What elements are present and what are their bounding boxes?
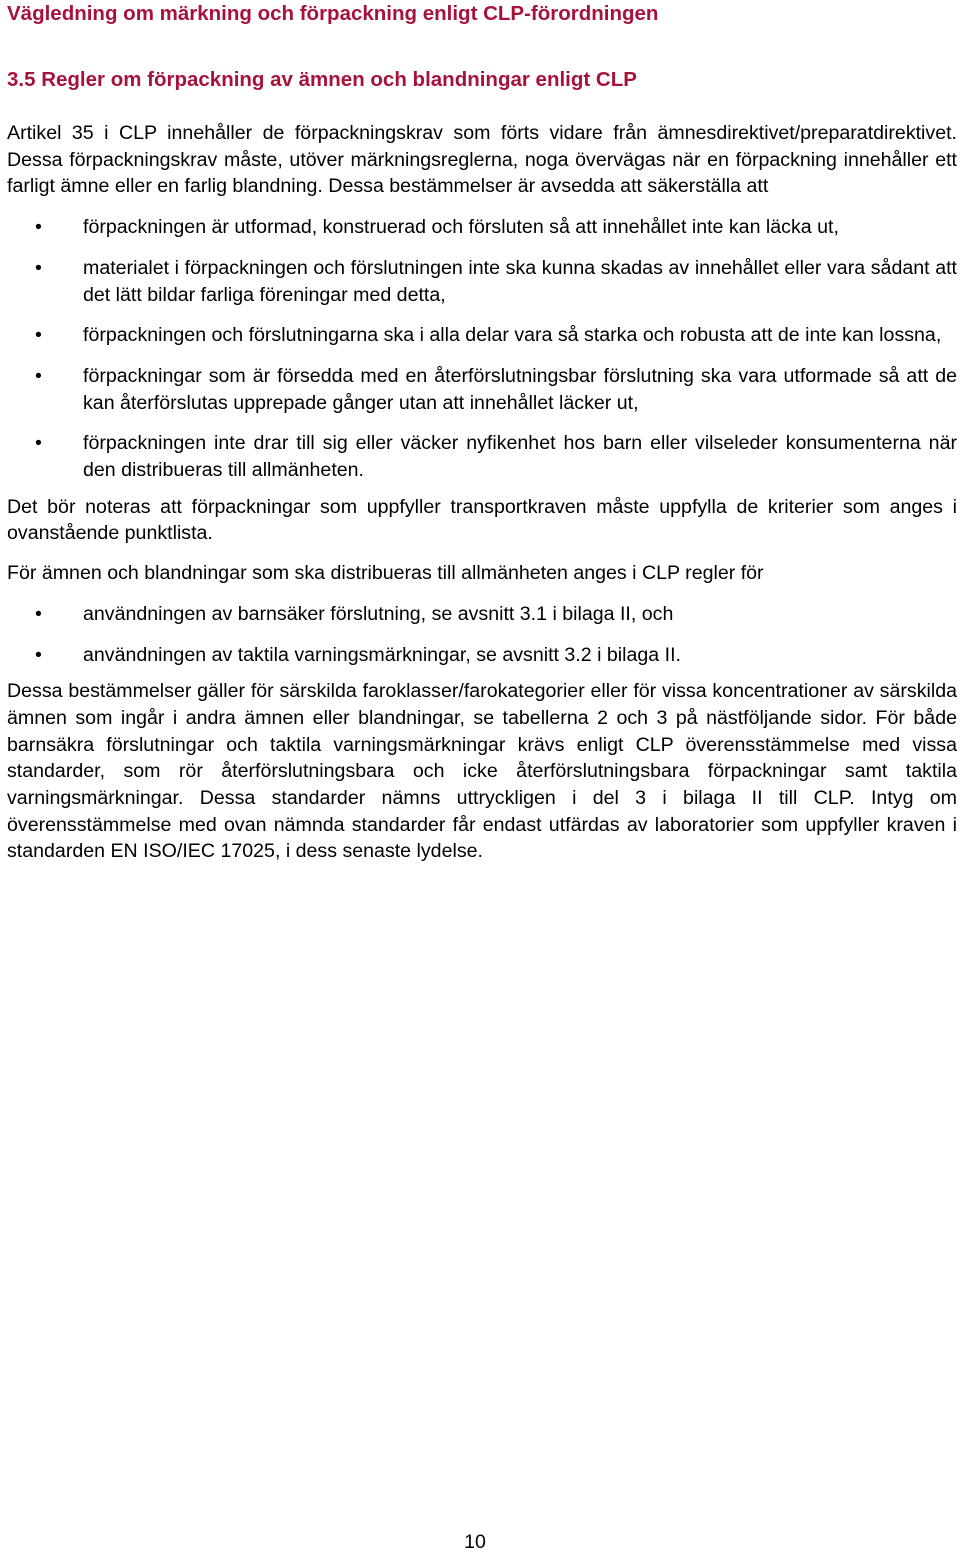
bullet-icon: • (35, 324, 42, 347)
list-item (7, 255, 957, 308)
list-item-text: användningen av barnsäker förslutning, se avsnitt 3.1 i bilaga II, och (83, 602, 674, 625)
page-number: 10 (464, 1531, 486, 1553)
bullet-icon: • (35, 256, 42, 279)
list-item-text: materialet i förpackningen och förslutningen inte ska kunna skadas av innehållet eller vara sådant att det lätt bildar farliga föreningar med detta, (83, 256, 957, 306)
public-distribution-paragraph: För ämnen och blandningar som ska distribueras till allmänheten anges i CLP regler för (7, 562, 764, 585)
bullet-icon: • (35, 643, 42, 666)
transport-paragraph: Det bör noteras att förpackningar som uppfyller transportkraven måste uppfylla de kriterier som anges i ovanstående punktlista. (7, 495, 957, 545)
list-item-text: förpackningen inte drar till sig eller väcker nyfikenhet hos barn eller vilseleder konsumenterna när den distribueras till allmänheten. (83, 432, 957, 482)
list-item-text: förpackningar som är försedda med en återförslutningsbar förslutning ska vara utformade så att de kan återförslutas upprepade gånger utan att innehållet läcker ut, (83, 364, 957, 414)
bullet-icon: • (35, 602, 42, 625)
public-requirements-list (7, 601, 957, 668)
intro-paragraph: Artikel 35 i CLP innehåller de förpackningskrav som förts vidare från ämnesdirektivet/preparatdirektivet. Dessa förpackningskrav måste, utöver märkningsreglerna, noga övervägas när en förpackning innehåller ett farligt ämne eller en farlig blandning. Dessa bestämmelser är avsedda att säkerställa att (7, 122, 957, 198)
document-page (7, 0, 957, 865)
requirements-list (7, 214, 957, 484)
list-item (7, 601, 957, 628)
bullet-icon: • (35, 364, 42, 387)
list-item (7, 430, 957, 483)
list-item-text: förpackningen är utformad, konstruerad och försluten så att innehållet inte kan läcka ut, (83, 216, 839, 239)
running-header: Vägledning om märkning och förpackning enligt CLP-förordningen (7, 2, 659, 25)
list-item (7, 363, 957, 416)
bullet-icon: • (35, 432, 42, 455)
section-heading: 3.5 Regler om förpackning av ämnen och blandningar enligt CLP (7, 68, 637, 91)
list-item (7, 642, 957, 669)
list-item (7, 214, 957, 241)
closing-paragraph: Dessa bestämmelser gäller för särskilda faroklasser/farokategorier eller för vissa koncentrationer av särskilda ämnen som ingår i andra ämnen eller blandningar, se tabellerna 2 och 3 på nästföljande sidor. För både barnsäkra förslutningar och taktila varningsmärkningar krävs enligt CLP överensstämmelse med vissa standarder, som rör återförslutningsbara och icke återförslutningsbara förpackningar samt taktila varningsmärkningar. Dessa standarder nämns uttryckligen i del 3 i bilaga II till CLP. Intyg om överensstämmelse med ovan nämnda standarder får endast utfärdas av laboratorier som uppfyller kraven i standarden EN ISO/IEC 17025, i dess senaste lydelse. (7, 680, 957, 863)
list-item-text: förpackningen och förslutningarna ska i alla delar vara så starka och robusta att de inte kan lossna, (83, 324, 942, 347)
list-item-text: användningen av taktila varningsmärkningar, se avsnitt 3.2 i bilaga II. (83, 643, 681, 666)
bullet-icon: • (35, 216, 42, 239)
list-item (7, 322, 957, 349)
